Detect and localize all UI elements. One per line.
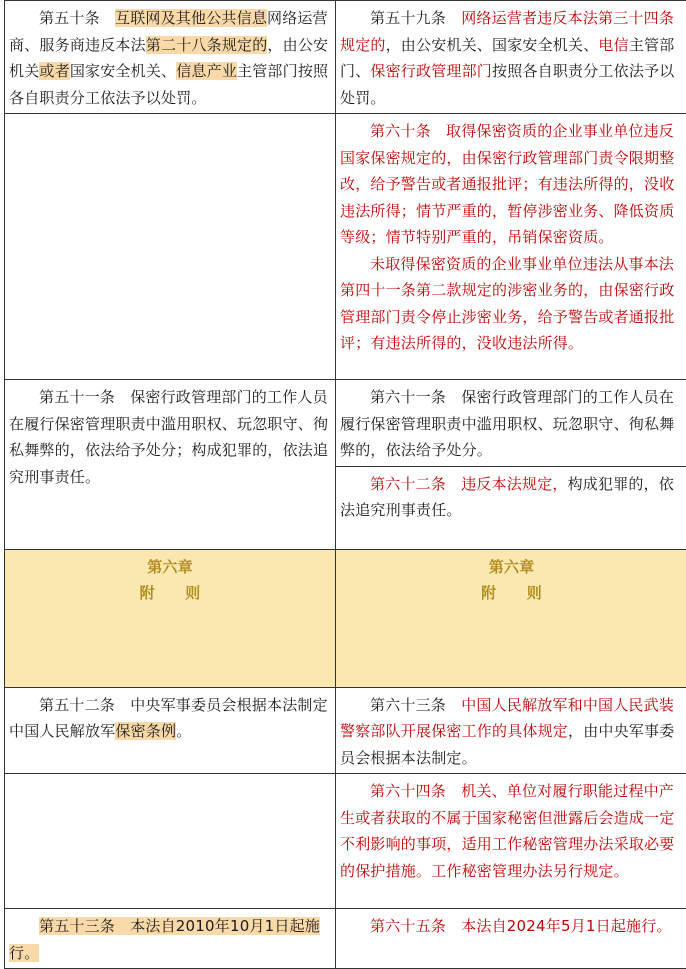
article-text: 第六十四条 机关、单位对履行职能过程中产生或者获取的不属于国家秘密但泄露后会造成一定不利影响的事项，适用工作秘密管理办法采取必要的保护措施。工作秘密管理办法另行规定。 — [340, 778, 683, 884]
chapter-number: 第六章 — [9, 554, 331, 581]
old-law-cell — [5, 909, 336, 969]
text-span: ，由中央军事委员会根据本法制定。 — [340, 722, 674, 767]
old-law-cell — [5, 1, 336, 114]
text-span: 国家安全机关、 — [70, 62, 176, 80]
changed-text: 中国人民解放军和中国人民武装警察部队开展保密工作的具体规定 — [340, 696, 674, 741]
article-text — [340, 692, 683, 772]
article-text — [340, 471, 683, 524]
article-text: 未取得保密资质的企业事业单位违法从事本法第四十一条第二款规定的涉密业务的，由保密行政管理部门责令停止涉密业务，给予警告或者通报批评；有违法所得的，没收违法所得。 — [340, 251, 683, 357]
text-span: 主管部门、 — [340, 36, 674, 81]
article-number: 第五十条 — [39, 9, 100, 27]
article-text: 第五十一条 保密行政管理部门的工作人员在履行保密管理职责中滥用职权、玩忽职守、徇私舞弊的，依法给予处分；构成犯罪的，依法追究刑事责任。 — [9, 384, 331, 490]
chapter-row — [5, 549, 686, 687]
article-text — [340, 5, 683, 111]
new-law-cell — [336, 774, 686, 909]
chapter-heading-new — [336, 549, 686, 687]
changed-text: 保密行政管理部门 — [370, 62, 492, 80]
highlight-text: 或者 — [39, 62, 69, 80]
article-text: 第六十五条 本法自2024年5月1日起施行。 — [340, 913, 683, 940]
text-span: ，由公安机关、国家安全机关、 — [386, 36, 599, 54]
highlight-text: 信息产业 — [176, 62, 237, 80]
changed-text: 电信 — [598, 36, 628, 54]
highlight-text: 第五十三条 本法自2010年10月1日起施行。 — [9, 917, 320, 962]
highlight-text: 第二十八条规定的 — [146, 36, 268, 54]
article-number: 第六十三条 — [370, 696, 446, 714]
new-law-cell — [336, 909, 686, 969]
comparison-table — [4, 0, 686, 969]
new-law-cell — [336, 380, 686, 467]
new-law-cell — [336, 466, 686, 549]
text-span: ，由公安机关 — [9, 36, 328, 81]
text-span: 第五十二条 中央军事委员会根据本法制定中国人民解放军 — [9, 696, 328, 741]
old-law-cell — [5, 380, 336, 550]
new-law-cell — [336, 687, 686, 774]
table-row — [5, 114, 686, 380]
text-span: 构成犯罪的，依法追究刑事责任。 — [340, 475, 674, 520]
table-row — [5, 1, 686, 114]
article-text — [9, 5, 331, 111]
chapter-title: 附 则 — [340, 580, 683, 607]
chapter-number: 第六章 — [340, 554, 683, 581]
chapter-heading-old — [5, 549, 336, 687]
text-span: 。 — [176, 722, 191, 740]
old-law-cell — [5, 774, 336, 909]
changed-text: 第六十二条 违反本法规定， — [370, 475, 568, 493]
highlight-text: 保密条例 — [115, 722, 176, 740]
text-span: 主管部门按照各自职责分工依法予以处罚。 — [9, 62, 328, 107]
new-law-cell — [336, 114, 686, 380]
table-row — [5, 687, 686, 774]
article-number: 第五十九条 — [370, 9, 446, 27]
text-span: 按照各自职责分工依法予以处罚。 — [340, 62, 674, 107]
highlight-text: 互联网及其他公共信息 — [115, 9, 267, 27]
table-row — [5, 774, 686, 909]
article-text — [9, 692, 331, 745]
article-text — [9, 913, 331, 966]
table-row — [5, 909, 686, 969]
changed-text: 网络运营者违反本法第三十四条规定的 — [340, 9, 674, 54]
old-law-cell — [5, 114, 336, 380]
table-row — [5, 380, 686, 467]
new-law-cell — [336, 1, 686, 114]
chapter-title: 附 则 — [9, 580, 331, 607]
article-text: 第六十一条 保密行政管理部门的工作人员在履行保密管理职责中滥用职权、玩忽职守、徇私舞弊的，依法给予处分。 — [340, 384, 683, 464]
article-text: 第六十条 取得保密资质的企业事业单位违反国家保密规定的，由保密行政管理部门责令限期整改，给予警告或者通报批评；有违法所得的，没收违法所得；情节严重的，暂停涉密业务、降低资质等级；情节特别严重的，吊销保密资质。 — [340, 118, 683, 251]
old-law-cell — [5, 687, 336, 774]
text-span: 网络运营商、服务商违反本法 — [9, 9, 328, 54]
